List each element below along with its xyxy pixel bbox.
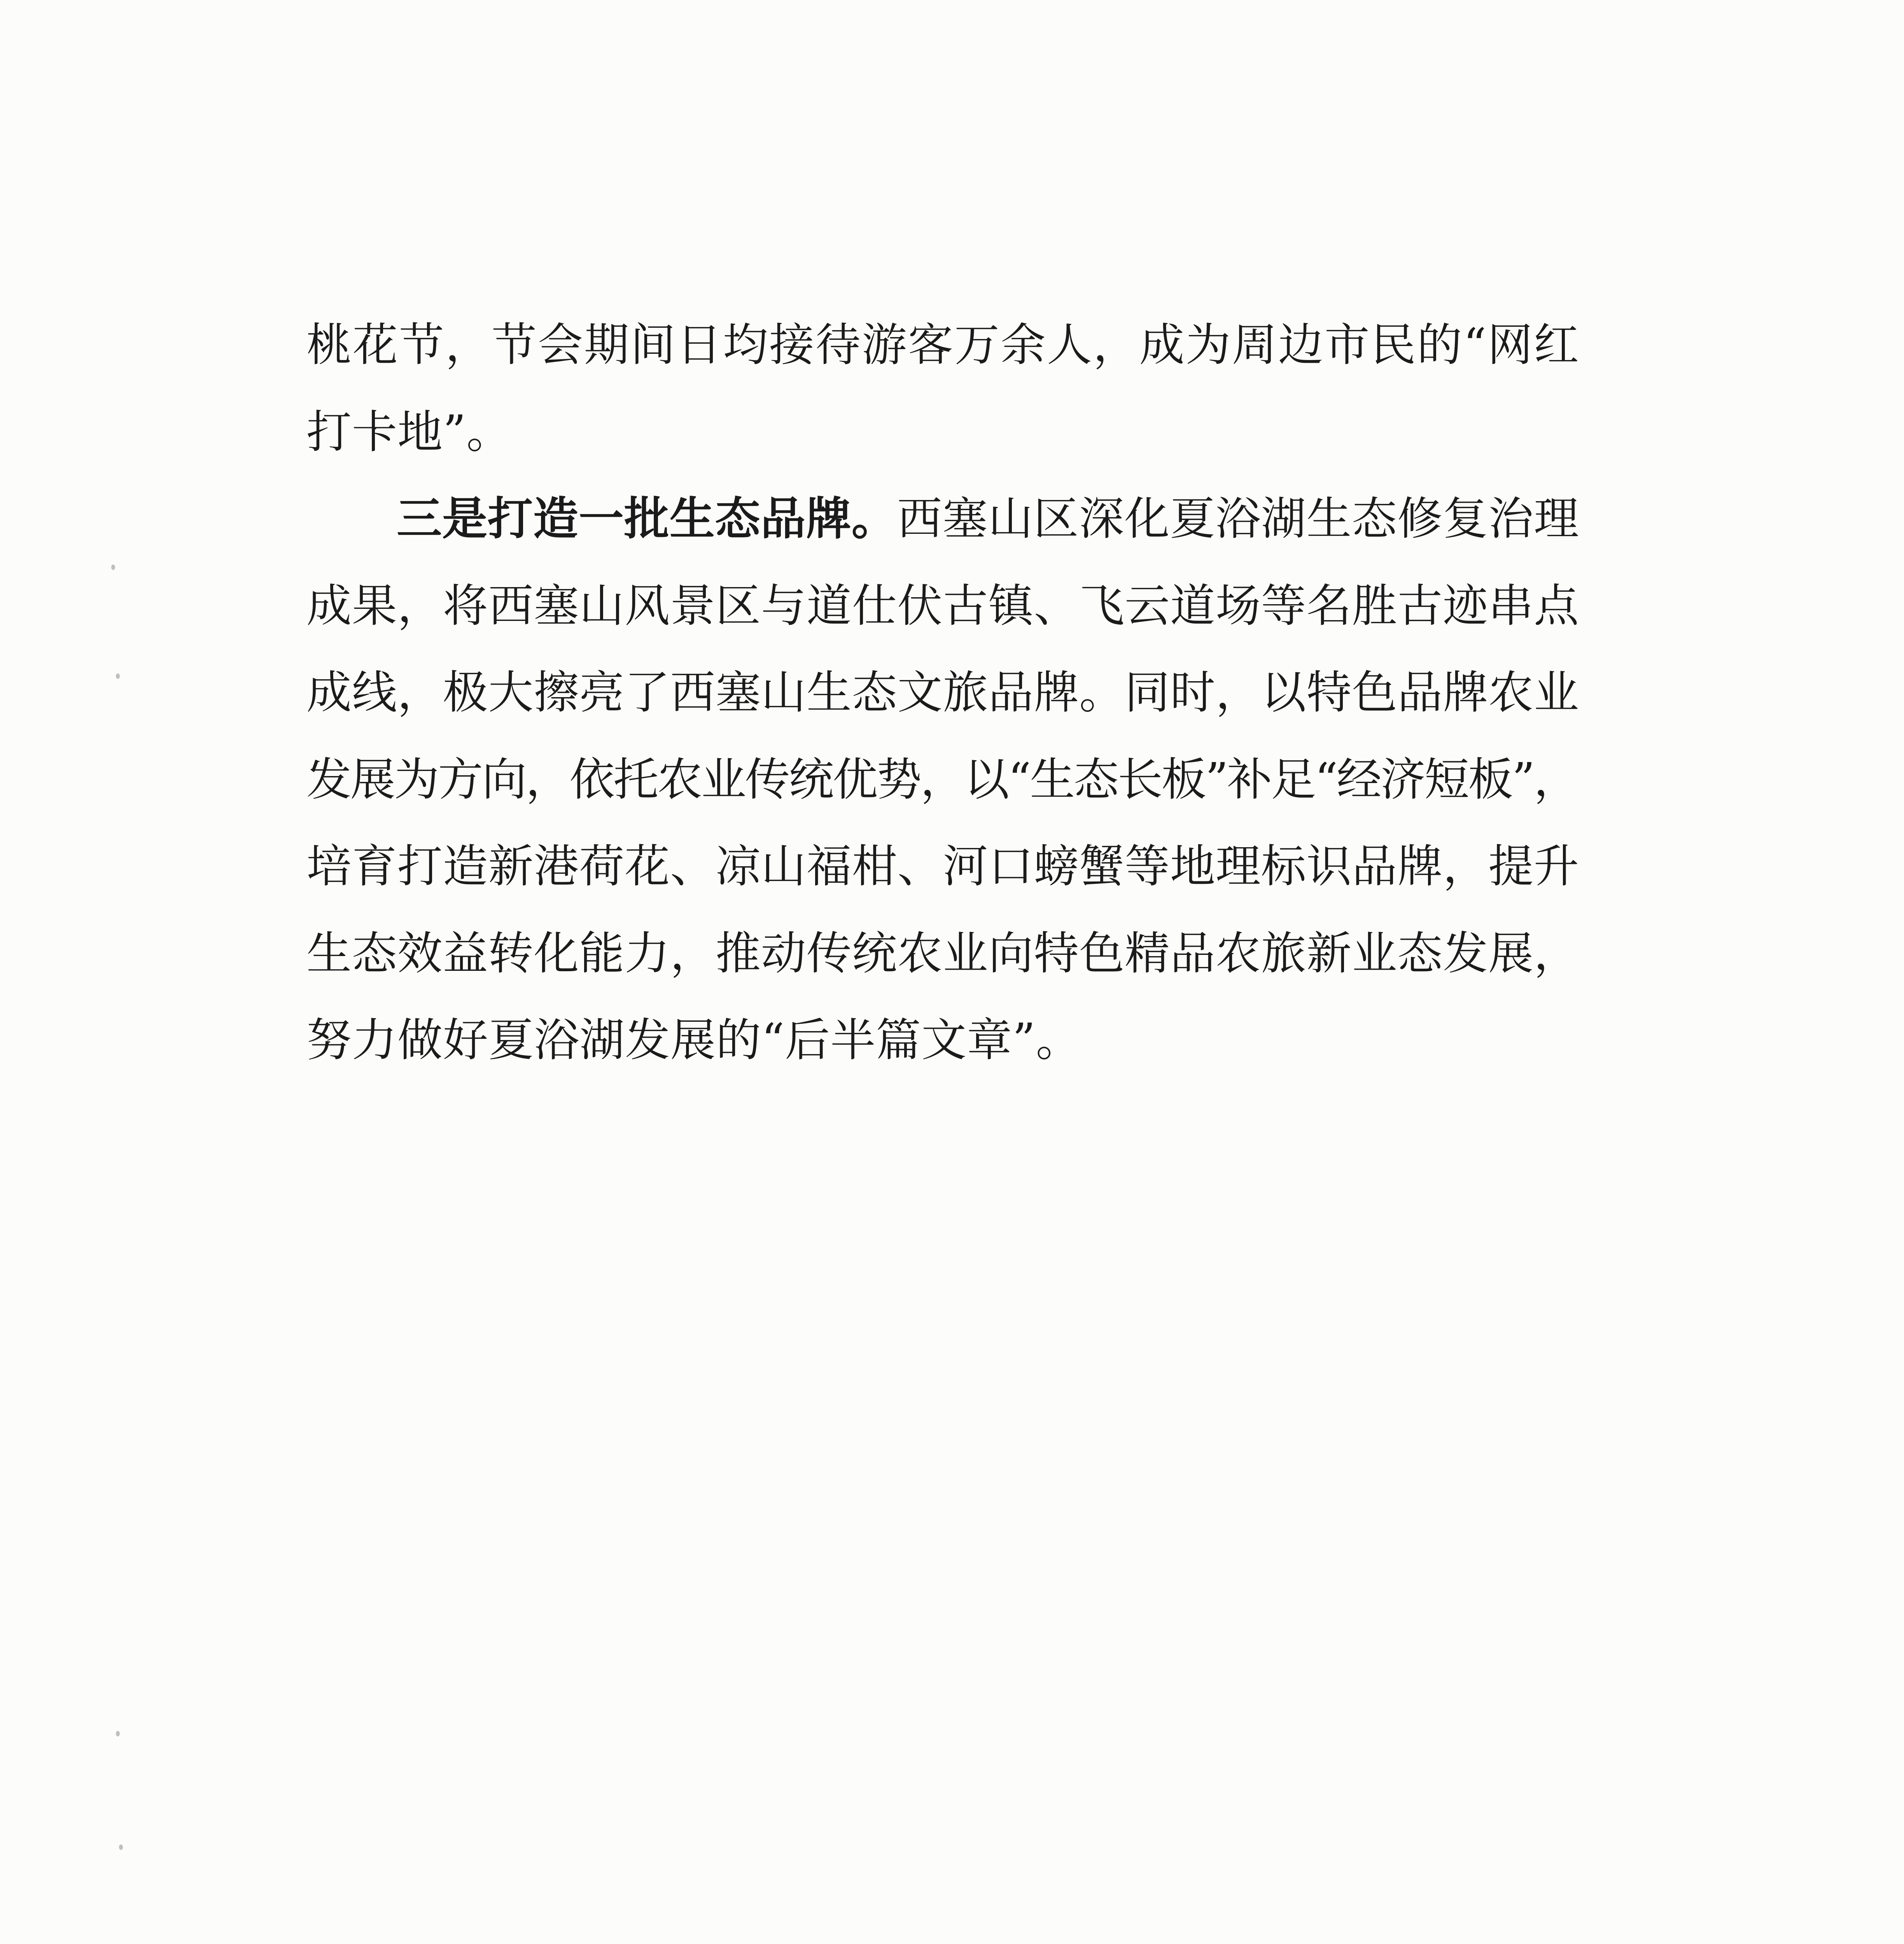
- paragraph-1: [306, 302, 1579, 476]
- scan-speck: [111, 565, 115, 570]
- text-line: [306, 736, 1579, 823]
- text-line-content: 努力做好夏浴湖发展的“后半篇文章”。: [306, 1014, 1082, 1066]
- text-line-content: 成果，将西塞山风景区与道仕伏古镇、飞云道场等名胜古迹串点: [306, 579, 1579, 632]
- text-line: [306, 563, 1579, 650]
- scan-speck: [116, 1731, 120, 1736]
- text-line-content: 发展为方向，依托农业传统优势，以“生态长板”补足“经济短板”，: [306, 753, 1578, 806]
- paragraph-lead-heading: 三是打造一批生态品牌。: [397, 492, 897, 545]
- body-text: [306, 302, 1579, 1084]
- text-line-content: 桃花节，节会期间日均接待游客万余人，成为周边市民的“网红: [306, 319, 1580, 371]
- text-line-content: 生态效益转化能力，推动传统农业向特色精品农旅新业态发展，: [306, 927, 1579, 980]
- text-line: [306, 997, 1579, 1084]
- text-line: [306, 910, 1579, 997]
- text-line: [306, 302, 1579, 389]
- text-line: [306, 476, 1579, 563]
- paragraph-2: [306, 476, 1579, 1084]
- text-line-content: 培育打造新港荷花、凉山福柑、河口螃蟹等地理标识品牌，提升: [306, 840, 1579, 893]
- scan-speck: [116, 673, 120, 679]
- text-line-content: 西塞山区深化夏浴湖生态修复治理: [897, 493, 1579, 545]
- text-line: [306, 823, 1579, 910]
- text-line: [306, 389, 1579, 476]
- text-line-content: 成线，极大擦亮了西塞山生态文旅品牌。同时，以特色品牌农业: [306, 666, 1579, 719]
- text-line: [306, 649, 1579, 736]
- text-line-content: 打卡地”。: [306, 406, 512, 458]
- scan-speck: [119, 1844, 123, 1850]
